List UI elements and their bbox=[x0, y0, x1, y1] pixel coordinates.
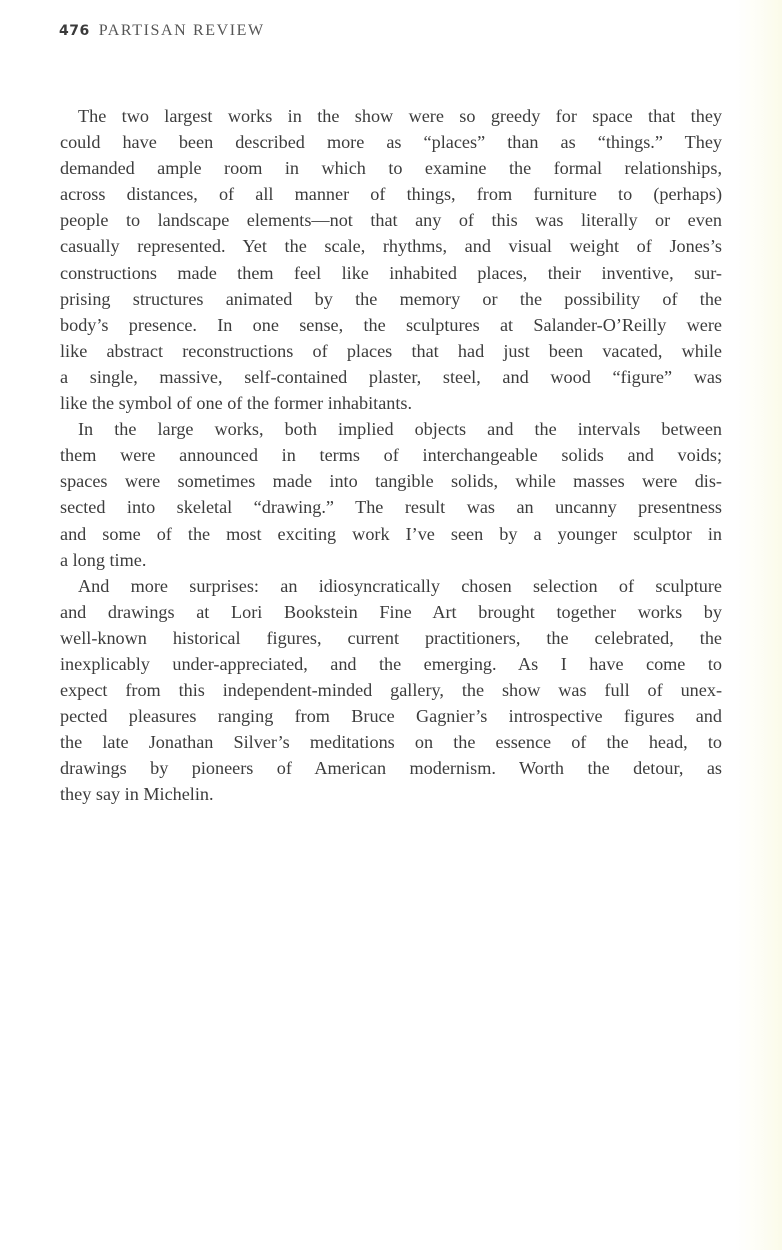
text-line: a long time. bbox=[60, 549, 147, 570]
paragraph-3 bbox=[60, 573, 722, 808]
text-line: casually represented. Yet the scale, rhythms, and visual weight of Jones’s bbox=[60, 236, 722, 257]
text-line: expect from this independent-minded gallery, the show was full of unex- bbox=[60, 680, 722, 701]
text-line: a single, massive, self-contained plaster, steel, and wood “figure” was bbox=[60, 366, 722, 387]
text-line: constructions made them feel like inhabited places, their inventive, sur- bbox=[60, 262, 722, 283]
text-line: demanded ample room in which to examine the formal relationships, bbox=[60, 158, 722, 179]
text-line: and drawings at Lori Bookstein Fine Art brought together works by bbox=[60, 601, 722, 622]
text-line: drawings by pioneers of American modernism. Worth the detour, as bbox=[60, 758, 722, 779]
paragraph-1 bbox=[60, 103, 722, 416]
text-line: pected pleasures ranging from Bruce Gagnier’s introspective figures and bbox=[60, 706, 722, 727]
text-line: inexplicably under-appreciated, and the emerging. As I have come to bbox=[60, 653, 722, 674]
text-line: prising structures animated by the memory or the possibility of the bbox=[60, 288, 722, 309]
text-line: like abstract reconstructions of places that had just been vacated, while bbox=[60, 340, 722, 361]
text-line: and some of the most exciting work I’ve seen by a younger sculptor in bbox=[60, 523, 722, 544]
text-line: spaces were sometimes made into tangible solids, while masses were dis- bbox=[60, 471, 722, 492]
page-number: 476 bbox=[59, 23, 90, 39]
text-line: could have been described more as “places” than as “things.” They bbox=[60, 132, 722, 153]
text-line: people to landscape elements—not that any of this was literally or even bbox=[60, 210, 722, 231]
journal-title: PARTISAN REVIEW bbox=[98, 22, 265, 39]
running-head bbox=[59, 22, 265, 40]
text-line: across distances, of all manner of things, from furniture to (perhaps) bbox=[60, 184, 722, 205]
text-line: sected into skeletal “drawing.” The result was an uncanny presentness bbox=[60, 497, 722, 518]
article-body bbox=[60, 103, 722, 808]
text-line: they say in Michelin. bbox=[60, 784, 214, 805]
paragraph-2 bbox=[60, 416, 722, 573]
text-line: body’s presence. In one sense, the sculptures at Salander-O’Reilly were bbox=[60, 314, 722, 335]
text-line: them were announced in terms of interchangeable solids and voids; bbox=[60, 445, 722, 466]
text-line: In the large works, both implied objects and the intervals between bbox=[78, 419, 722, 440]
text-line: And more surprises: an idiosyncratically chosen selection of sculpture bbox=[78, 575, 722, 596]
text-line: like the symbol of one of the former inhabitants. bbox=[60, 393, 413, 414]
text-line: The two largest works in the show were so greedy for space that they bbox=[78, 106, 722, 126]
text-line: the late Jonathan Silver’s meditations on the essence of the head, to bbox=[60, 732, 722, 753]
text-line: well-known historical figures, current practitioners, the celebrated, the bbox=[60, 627, 722, 648]
